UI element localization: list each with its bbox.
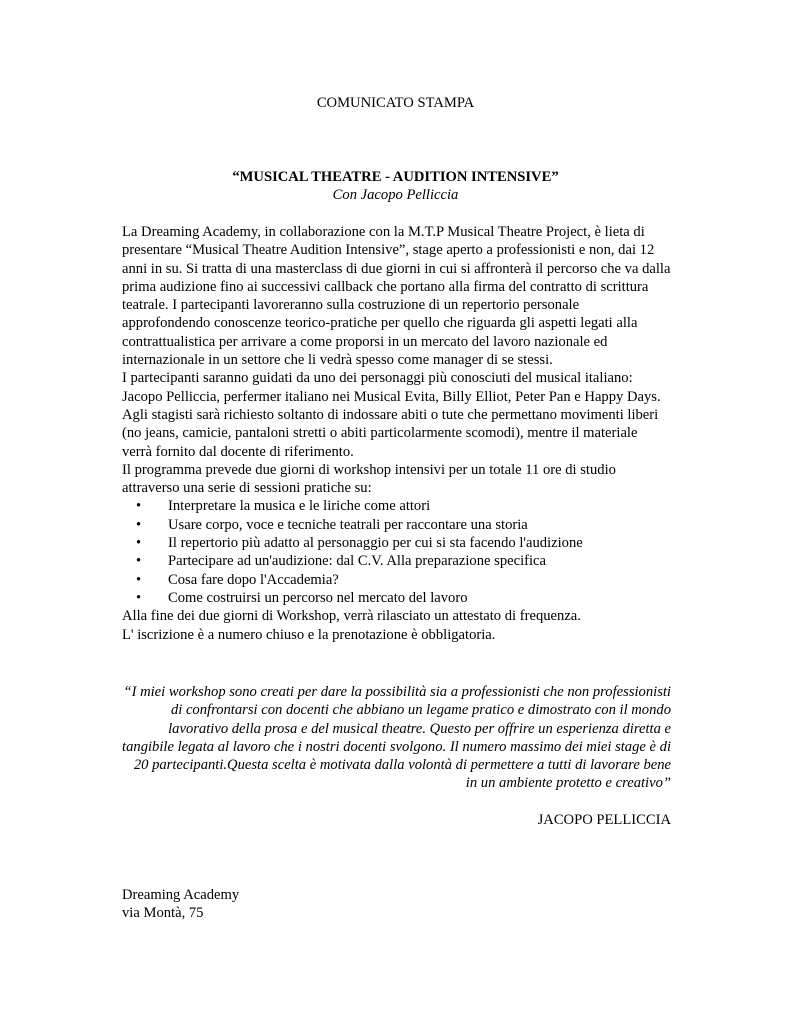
bullet-icon: •: [136, 571, 142, 588]
session-list: [122, 497, 671, 607]
list-item: [122, 516, 671, 534]
body-paragraph: Il programma prevede due giorni di workshop intensivi per un totale 11 ore di studio attraverso una serie di sessioni pratiche su:: [122, 461, 616, 497]
list-item: [122, 589, 671, 607]
list-item-text: Usare corpo, voce e tecniche teatrali per raccontare una storia: [168, 516, 528, 533]
body-paragraph: Agli stagisti sarà richiesto soltanto di indossare abiti o tute che permettano movimenti liberi (no jeans, camicie, pantaloni stretti o abiti particolarmente scomodi), mentre il materiale verrà fornito dal docente di riferimento.: [122, 406, 659, 460]
document-heading: COMUNICATO STAMPA: [316, 95, 475, 111]
closing-paragraph: L' iscrizione è a numero chiuso e la prenotazione è obbligatoria.: [122, 626, 496, 643]
list-item: [122, 534, 671, 552]
event-subtitle: Con Jacopo Pelliccia: [332, 187, 459, 203]
organization-name: Dreaming Academy: [122, 887, 240, 903]
list-item-text: Come costruirsi un percorso nel mercato del lavoro: [168, 589, 468, 606]
list-item-text: Il repertorio più adatto al personaggio per cui si sta facendo l'audizione: [168, 535, 583, 552]
bullet-icon: •: [136, 553, 142, 570]
contact-footer: [122, 886, 671, 923]
list-item: [122, 552, 671, 570]
list-item: [122, 497, 671, 515]
list-item: [122, 571, 671, 589]
bullet-icon: •: [136, 498, 142, 515]
body-paragraph: I partecipanti saranno guidati da uno dei personaggi più conosciuti del musical italiano: Jacopo Pelliccia, perfermer italiano nei Musical Evita, Billy Elliot, Peter Pan e Happy Days.: [122, 370, 661, 405]
list-item-text: Interpretare la musica e le liriche come attori: [168, 498, 431, 515]
bullet-icon: •: [136, 535, 142, 552]
bullet-icon: •: [136, 589, 142, 606]
quote-author: JACOPO PELLICCIA: [537, 812, 671, 828]
closing-paragraph: Alla fine dei due giorni di Workshop, verrà rilasciato un attestato di frequenza.: [122, 608, 581, 625]
list-item-text: Partecipare ad un'audizione: dal C.V. Alla preparazione specifica: [168, 553, 546, 570]
list-item-text: Cosa fare dopo l'Accademia?: [168, 571, 339, 588]
bullet-icon: •: [136, 516, 142, 533]
body-paragraph: La Dreaming Academy, in collaborazione con la M.T.P Musical Theatre Project, è lieta di presentare “Musical Theatre Audition Intensive”, stage aperto a professionisti e non, dai 12 anni in su. Si tratta di una masterclass di due giorni in cui si affronterà il percorso che va dalla prima audizione fino ai successivi callback che portano alla firma del contratto di scrittura teatrale. I partecipanti lavoreranno sulla costruzione di un repertorio personale approfondendo conoscenze teorico-pratiche per quello che riguarda gli aspetti legati alla contrattualistica per arrivare a come proporsi in un mercato del lavoro nazionale ed internazionale in un settore che li vedrà spesso come manager di se stessi.: [122, 224, 671, 369]
testimonial-quote: “I miei workshop sono creati per dare la possibilità sia a professionisti che non professionisti di confrontarsi con docenti che abbiano un legame pratico e dimostrato con il mondo lavorativo della prosa e del musical theatre. Questo per offrire un esperienza diretta e tangibile legata al lavoro che i nostri docenti svolgono. Il numero massimo dei miei stage è di 20 partecipanti.Questa scelta è motivata dalla volontà di permettere a tutti di lavorare bene in un ambiente protetto e creativo”: [122, 684, 671, 792]
event-title: “MUSICAL THEATRE - AUDITION INTENSIVE”: [232, 169, 559, 185]
organization-address: via Montà, 75: [122, 905, 204, 922]
body-text: [122, 223, 671, 644]
